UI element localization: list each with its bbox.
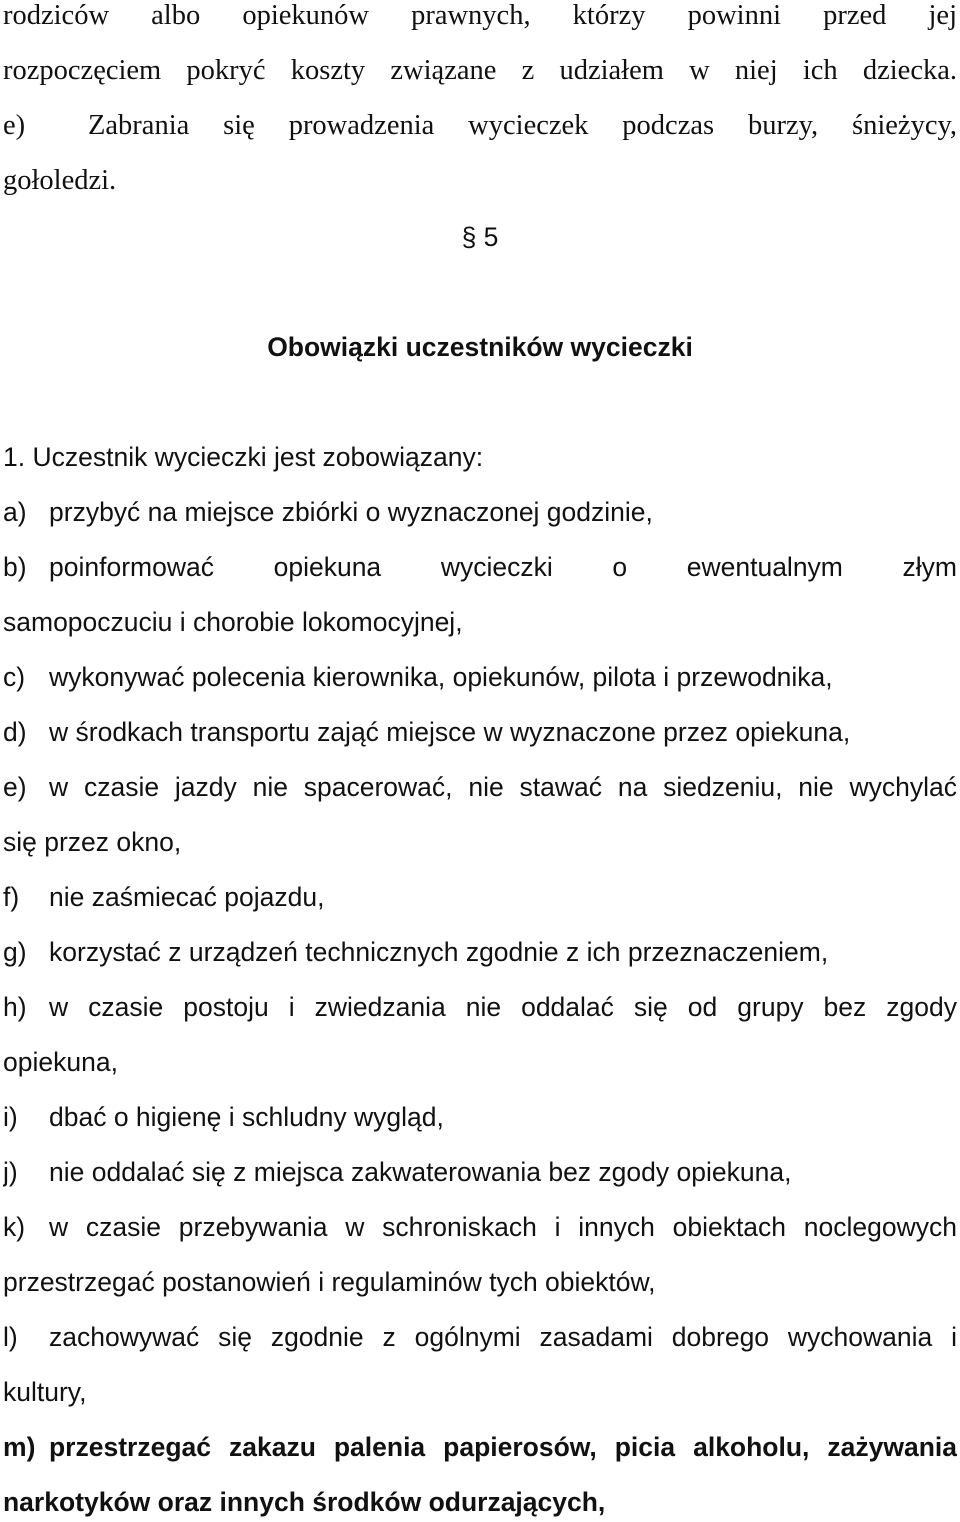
- list-item-m: [3, 1427, 957, 1467]
- list-text: korzystać z urządzeń technicznych zgodnie z ich przeznaczeniem,: [49, 937, 829, 967]
- list-item-h: [3, 987, 957, 1027]
- list-label: b): [3, 552, 27, 582]
- list-text-cont: narkotyków oraz innych środków odurzających,: [3, 1487, 606, 1517]
- list-text: przestrzegać zakazu palenia papierosów, picia alkoholu, zażywania: [49, 1432, 957, 1462]
- list-text-cont: opiekuna,: [3, 1047, 118, 1077]
- list-label: f): [3, 882, 20, 912]
- list-text: dbać o higienę i schludny wygląd,: [49, 1102, 444, 1132]
- list-text: nie oddalać się z miejsca zakwaterowania bez zgody opiekuna,: [49, 1157, 792, 1187]
- list-label: j): [3, 1157, 18, 1187]
- list-item-b: [3, 547, 957, 587]
- list-label: d): [3, 717, 27, 747]
- list-item-c: [3, 657, 957, 697]
- list-label: h): [3, 992, 27, 1022]
- list-item-g: [3, 932, 957, 972]
- list-text: w środkach transportu zająć miejsce w wyznaczone przez opiekuna,: [49, 717, 851, 747]
- list-label: k): [3, 1212, 26, 1242]
- list-label: l): [3, 1322, 18, 1352]
- list-label: a): [3, 497, 27, 527]
- list-text: Zabrania się prowadzenia wycieczek podczas burzy, śnieżycy,: [88, 110, 957, 141]
- list-text-cont: się przez okno,: [3, 827, 182, 857]
- list-label: c): [3, 662, 26, 692]
- list-item-e: [3, 767, 957, 807]
- list-label: e): [3, 110, 26, 141]
- list-label: i): [3, 1102, 18, 1132]
- list-text-cont: kultury,: [3, 1377, 87, 1407]
- list-item-i: [3, 1097, 957, 1137]
- text-line: gołoledzi.: [3, 165, 117, 196]
- list-item-e-prev: [3, 106, 957, 146]
- list-item-k: [3, 1207, 957, 1247]
- list-text: w czasie postoju i zwiedzania nie oddalać się od grupy bez zgody: [49, 992, 957, 1022]
- list-text: zachowywać się zgodnie z ogólnymi zasadami dobrego wychowania i: [49, 1322, 957, 1352]
- list-text: nie zaśmiecać pojazdu,: [49, 882, 325, 912]
- text-line: rozpoczęciem pokryć koszty związane z udziałem w niej ich dziecka.: [3, 55, 957, 86]
- list-text: w czasie przebywania w schroniskach i innych obiektach noclegowych: [49, 1212, 957, 1242]
- text-line: rodziców albo opiekunów prawnych, którzy powinni przed jej: [3, 0, 957, 31]
- list-item-j: [3, 1152, 957, 1192]
- section-number: § 5: [461, 222, 499, 252]
- list-text: poinformować opiekuna wycieczki o ewentualnym złym: [49, 552, 957, 582]
- list-text-cont: przestrzegać postanowień i regulaminów tych obiektów,: [3, 1267, 656, 1297]
- list-item-a: [3, 492, 957, 532]
- list-item-d: [3, 712, 957, 752]
- intro-line: 1. Uczestnik wycieczki jest zobowiązany:: [3, 442, 484, 472]
- list-text-cont: samopoczuciu i chorobie lokomocyjnej,: [3, 607, 463, 637]
- list-item-f: [3, 877, 957, 917]
- list-item-l: [3, 1317, 957, 1357]
- list-text: przybyć na miejsce zbiórki o wyznaczonej godzinie,: [49, 497, 653, 527]
- list-label: m): [3, 1432, 36, 1462]
- list-text: w czasie jazdy nie spacerować, nie stawać na siedzeniu, nie wychylać: [49, 772, 957, 802]
- list-label: e): [3, 772, 27, 802]
- section-heading: Obowiązki uczestników wycieczki: [267, 332, 693, 362]
- list-text: wykonywać polecenia kierownika, opiekunów, pilota i przewodnika,: [49, 662, 833, 692]
- list-label: g): [3, 937, 27, 967]
